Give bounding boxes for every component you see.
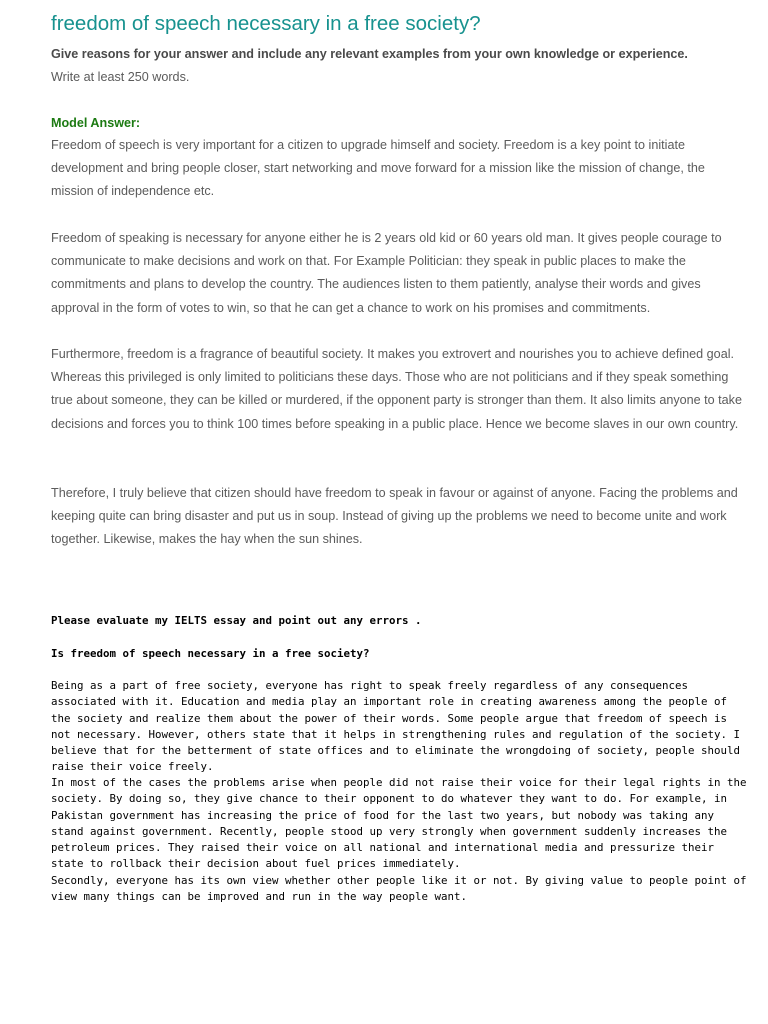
model-answer-paragraph: Freedom of speech is very important for a citizen to upgrade himself and society. Freedom is a key point to initiate development and bring people closer, start networking and move forward for a mission like the mission of change, the mission of independence etc.: [51, 138, 705, 199]
evaluation-request: Please evaluate my IELTS essay and point out any errors .: [51, 614, 422, 627]
task-instruction: Give reasons for your answer and include any relevant examples from your own knowledge or experience.: [51, 47, 688, 61]
essay-question: Is freedom of speech necessary in a free society?: [51, 647, 370, 660]
model-answer-paragraph: Freedom of speaking is necessary for anyone either he is 2 years old kid or 60 years old man. It gives people courage to communicate to make decisions and work on that. For Example Politician: they speak in public places to make the commitments and plans to develop the country. The audiences listen to them patiently, analyse their words and gives approval in the form of votes to win, so that he can get a chance to work on his promises and commitments.: [51, 231, 722, 315]
model-answer-paragraph: Therefore, I truly believe that citizen should have freedom to speak in favour or against of anyone. Facing the problems and keeping quite can bring disaster and put us in soup. Instead of giving up the problems we need to become unite and work together. Likewise, makes the hay when the sun shines.: [51, 486, 738, 547]
essay-paragraph: Secondly, everyone has its own view whether other people like it or not. By giving value to people point of view many things can be improved and run in the way people want.: [51, 874, 747, 904]
model-answer-label: Model Answer:: [51, 116, 141, 130]
page-title: freedom of speech necessary in a free society?: [51, 12, 481, 35]
essay-paragraph: Being as a part of free society, everyone has right to speak freely regardless of any consequences associated with it. Education and media play an important role in creating awareness among the people of the society and realize them about the power of their words. Some people argue that freedom of speech is not necessary. However, others state that it helps in strengthening rules and regulation of the society. I believe that for the betterment of state offices and to eliminate the wrongdoing of society, people should raise their voice freely.: [51, 679, 741, 774]
word-count-requirement: Write at least 250 words.: [51, 70, 190, 84]
task-prompt: [51, 43, 751, 89]
essay-paragraph: In most of the cases the problems arise when people did not raise their voice for their legal rights in the society. By doing so, they give chance to their opponent to do whatever they want to do. For example, in Pakistan government has increasing the price of food for the last two years, but nobody was taking any stand against government. Recently, people stood up very strongly when government suddenly increases the petroleum prices. They raised their voice on all national and international media and pressurize their state to rollback their decision about fuel prices immediately.: [51, 776, 747, 871]
model-answer-paragraph: Furthermore, freedom is a fragrance of beautiful society. It makes you extrovert and nourishes you to achieve defined goal. Whereas this privileged is only limited to politicians these days. Those who are not politicians and if they speak something true about someone, they can be killed or murdered, if the opponent party is stronger than them. It also limits anyone to take decisions and forces you to think 100 times before speaking in a public place. Hence we become slaves in our own country.: [51, 347, 742, 431]
